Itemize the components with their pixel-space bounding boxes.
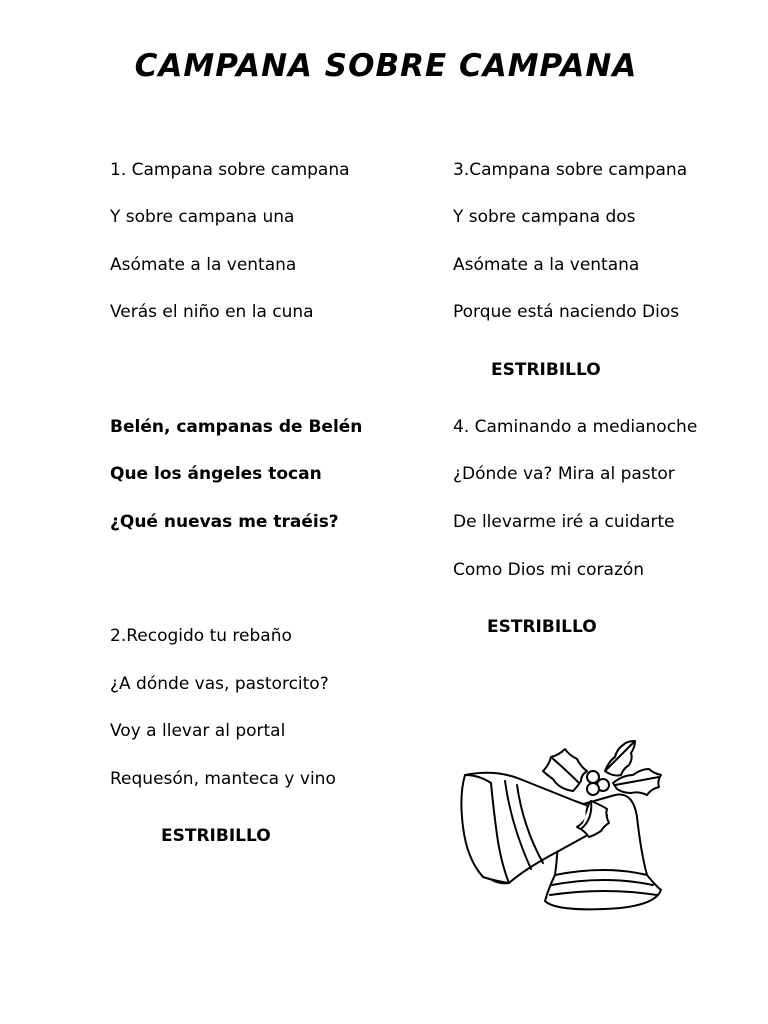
chorus-line: Belén, campanas de Belén bbox=[110, 417, 363, 437]
verse4-line: Como Dios mi corazón bbox=[453, 560, 645, 580]
verse2-line: Voy a llevar al portal bbox=[110, 721, 286, 741]
christmas-bells-icon bbox=[455, 735, 670, 915]
verse1-line: Asómate a la ventana bbox=[110, 255, 297, 275]
verse4-line: ¿Dónde va? Mira al pastor bbox=[453, 464, 675, 484]
page-title: CAMPANA SOBRE CAMPANA bbox=[134, 48, 638, 84]
verse1-line: Verás el niño en la cuna bbox=[110, 302, 314, 322]
verse3-line: Asómate a la ventana bbox=[453, 255, 640, 275]
verse3-line: 3.Campana sobre campana bbox=[453, 160, 688, 180]
verse2-line: ¿A dónde vas, pastorcito? bbox=[110, 674, 329, 694]
verse3-line: Porque está naciendo Dios bbox=[453, 302, 680, 322]
refrain-label: ESTRIBILLO bbox=[487, 617, 597, 637]
refrain-label: ESTRIBILLO bbox=[491, 360, 601, 380]
verse2-line: 2.Recogido tu rebaño bbox=[110, 626, 292, 646]
verse1-line: 1. Campana sobre campana bbox=[110, 160, 350, 180]
refrain-label: ESTRIBILLO bbox=[161, 826, 271, 846]
verse4-line: 4. Caminando a medianoche bbox=[453, 417, 698, 437]
chorus-line: ¿Qué nuevas me traéis? bbox=[110, 512, 339, 532]
verse3-line: Y sobre campana dos bbox=[453, 207, 636, 227]
verse1-line: Y sobre campana una bbox=[110, 207, 295, 227]
verse2-line: Requesón, manteca y vino bbox=[110, 769, 336, 789]
verse4-line: De llevarme iré a cuidarte bbox=[453, 512, 675, 532]
chorus-line: Que los ángeles tocan bbox=[110, 464, 322, 484]
